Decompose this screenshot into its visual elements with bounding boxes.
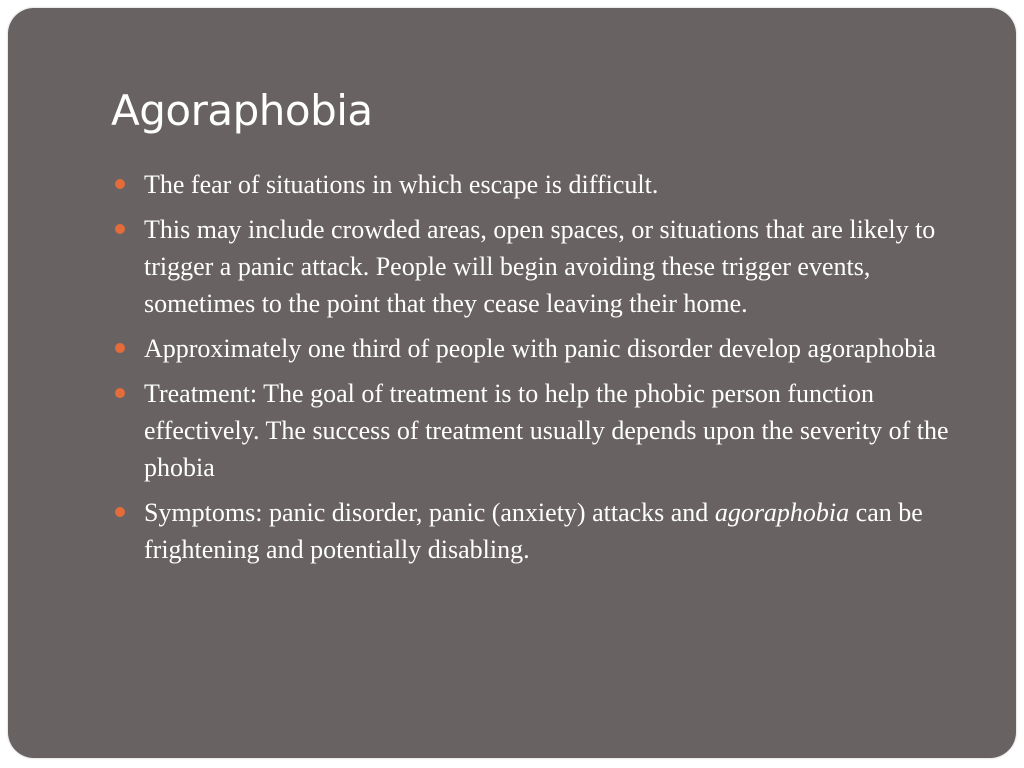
bullet-dot-icon [115,388,125,398]
bullet-dot-icon [115,507,125,517]
bullet-item [113,375,973,486]
bullet-list [113,166,973,576]
bullet-text: This may include crowded areas, open spaces, or situations that are likely to trigger a panic attack. People will begin avoiding these trigger events, sometimes to the point that they cease leaving their home. [144,215,936,318]
bullet-text: Treatment: The goal of treatment is to help the phobic person function effectively. The success of treatment usually depends upon the severity of the phobia [144,379,949,482]
bullet-text: Approximately one third of people with panic disorder develop agoraphobia [144,334,937,363]
bullet-item [113,494,973,568]
bullet-dot-icon [115,343,125,353]
bullet-item [113,166,973,203]
bullet-text: The fear of situations in which escape is difficult. [144,170,659,199]
bullet-dot-icon [115,224,125,234]
bullet-text-italic: agoraphobia [714,498,850,527]
bullet-dot-icon [115,179,125,189]
slide-title: Agoraphobia [111,86,373,135]
slide [8,8,1016,758]
bullet-text-after: can be frightening and potentially disabling. [144,498,923,564]
bullet-text-before: Symptoms: panic disorder, panic (anxiety) attacks and [144,498,715,527]
bullet-item [113,211,973,322]
bullet-item [113,330,973,367]
